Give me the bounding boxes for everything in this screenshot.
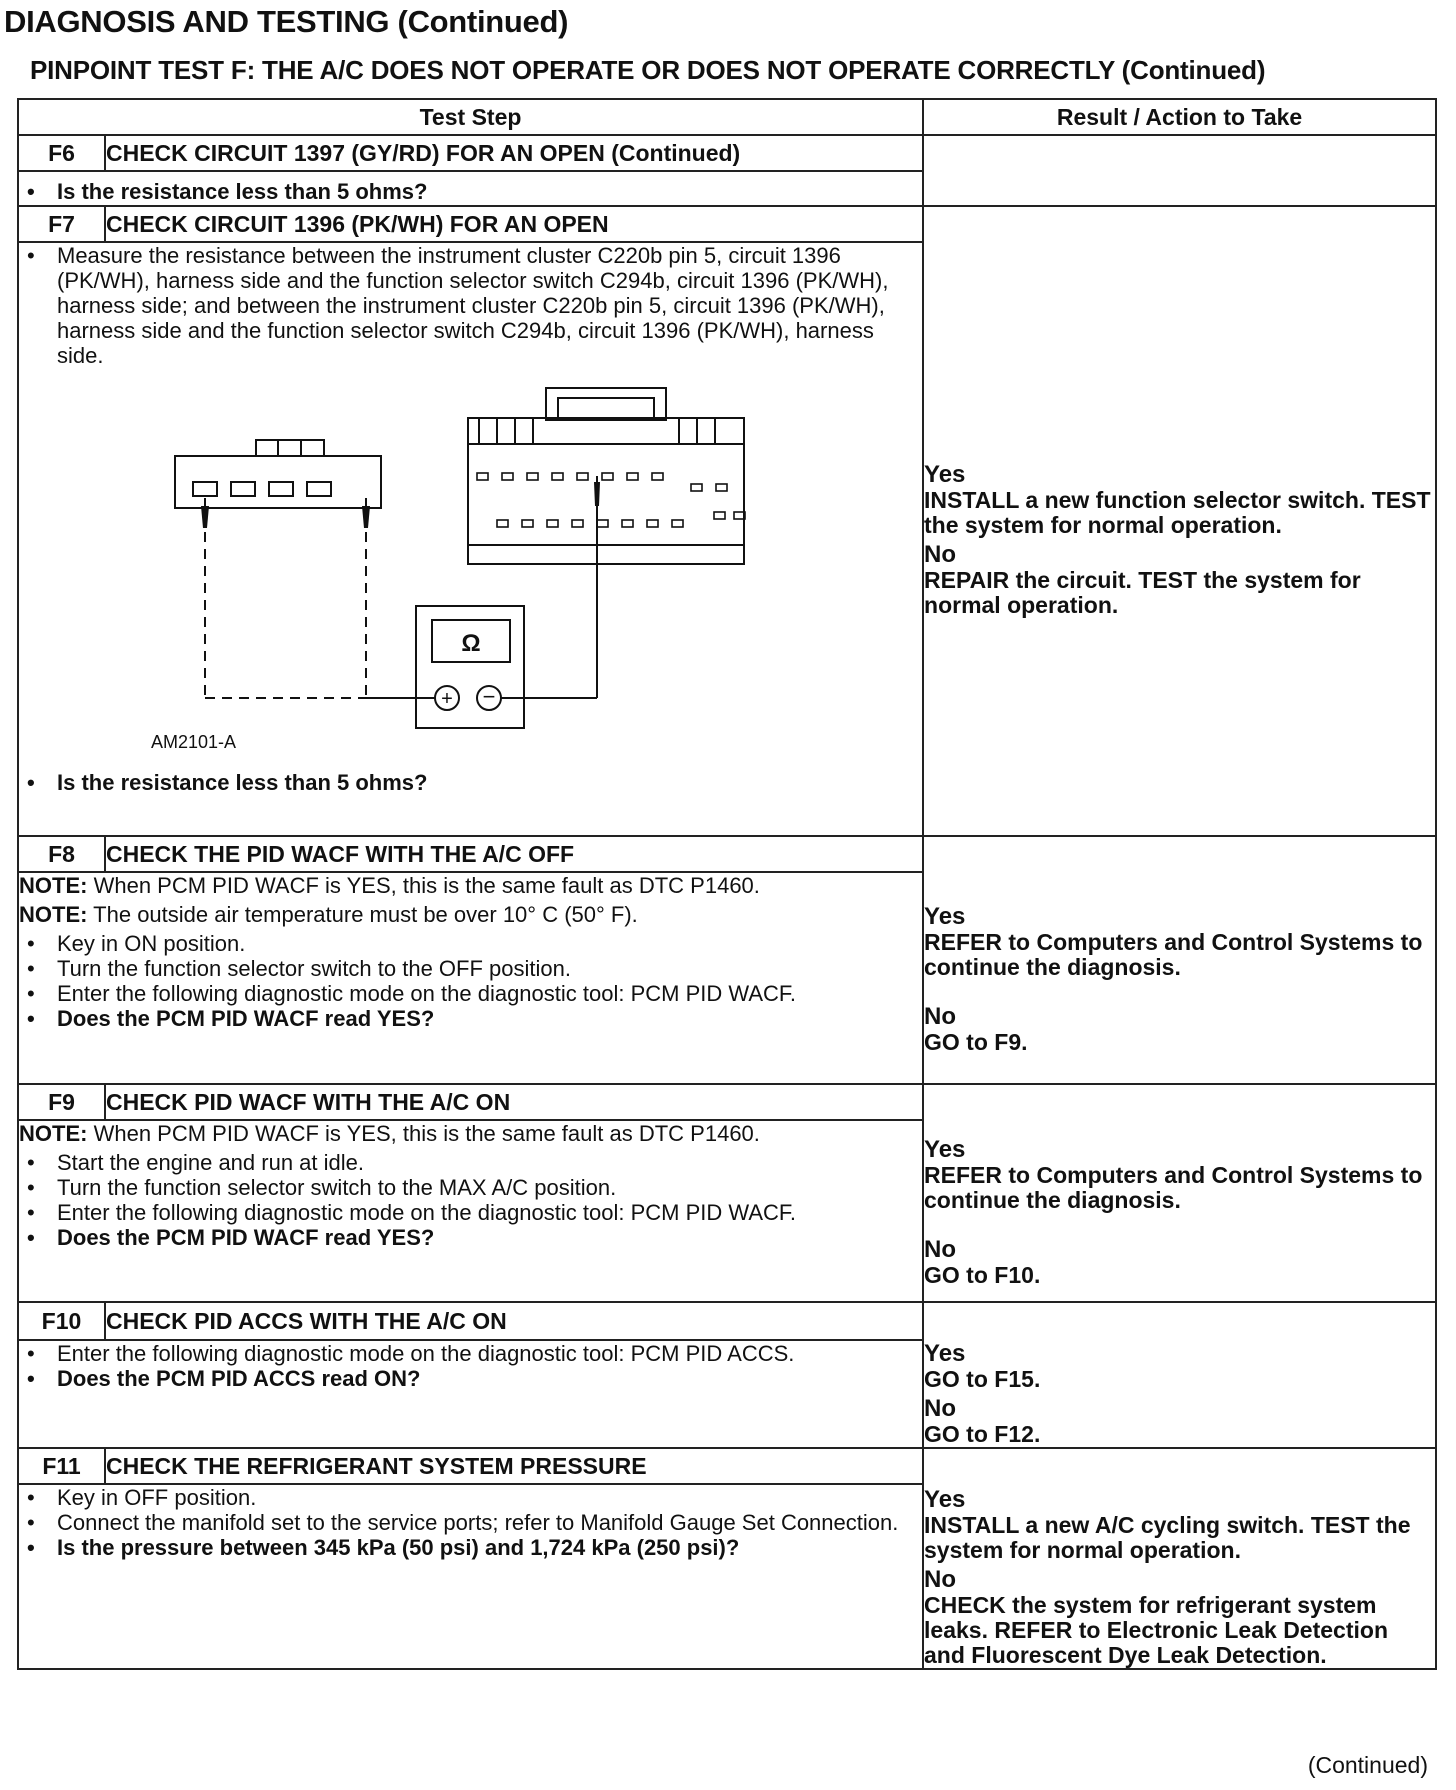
step-instruction: • Key in OFF position. (19, 1485, 902, 1510)
step-id: F9 (18, 1084, 105, 1120)
step-title: CHECK CIRCUIT 1396 (PK/WH) FOR AN OPEN (105, 206, 923, 242)
result-cell-f8 (923, 836, 1436, 1084)
table-header-row (18, 99, 1436, 135)
step-title: CHECK THE REFRIGERANT SYSTEM PRESSURE (105, 1448, 923, 1484)
result-yes-action: INSTALL a new A/C cycling switch. TEST the system for normal operation. (924, 1512, 1411, 1563)
step-instruction: • Enter the following diagnostic mode on the diagnostic tool: PCM PID WACF. (19, 1200, 922, 1225)
result-yes-action: INSTALL a new function selector switch. TEST the system for normal operation. (924, 487, 1431, 538)
step-question: • Is the resistance less than 5 ohms? (19, 770, 922, 795)
step-row-f10 (18, 1302, 1436, 1340)
step-title: CHECK THE PID WACF WITH THE A/C OFF (105, 836, 923, 872)
goto-step-link[interactable]: F12 (994, 1421, 1034, 1447)
result-cell-f10 (923, 1302, 1436, 1448)
result-no-action: CHECK the system for refrigerant system leaks. REFER to Electronic Leak Detection and Fluorescent Dye Leak Detection. (924, 1592, 1388, 1668)
step-note: NOTE: When PCM PID WACF is YES, this is the same fault as DTC P1460. (19, 1121, 760, 1146)
step-instruction: • Start the engine and run at idle. (19, 1150, 922, 1175)
result-no-action: GO to F12. (924, 1421, 1041, 1447)
figure-label: AM2101-A (151, 732, 237, 752)
step-instruction: • Key in ON position. (19, 931, 922, 956)
step-id: F10 (18, 1302, 105, 1340)
pinpoint-test-table (17, 98, 1437, 1670)
step-instruction: • Enter the following diagnostic mode on the diagnostic tool: PCM PID ACCS. (19, 1341, 922, 1366)
step-id: F11 (18, 1448, 105, 1484)
step-row-f9 (18, 1084, 1436, 1120)
result-cell-f9 (923, 1084, 1436, 1302)
step-title: CHECK PID WACF WITH THE A/C ON (105, 1084, 923, 1120)
step-title: CHECK PID ACCS WITH THE A/C ON (105, 1302, 923, 1340)
step-title: CHECK CIRCUIT 1397 (GY/RD) FOR AN OPEN (Continued) (105, 135, 923, 171)
step-body-f6 (18, 171, 923, 206)
step-row-f7 (18, 206, 1436, 242)
step-instruction: • Enter the following diagnostic mode on the diagnostic tool: PCM PID WACF. (19, 981, 922, 1006)
step-instruction: • Turn the function selector switch to the MAX A/C position. (19, 1175, 922, 1200)
switch-connector (175, 440, 381, 508)
step-question: • Does the PCM PID WACF read YES? (19, 1006, 922, 1031)
svg-text:−: − (482, 684, 496, 709)
result-yes-action: REFER to Computers and Control Systems to continue the diagnosis. (924, 1161, 1423, 1213)
ohmmeter (416, 606, 524, 728)
step-row-f8 (18, 836, 1436, 872)
step-instruction: • Measure the resistance between the instrument cluster C220b pin 5, circuit 1396 (PK/WH), harness side and the function selector switch C294b, circuit 1396 (PK/WH), harness side; and between the instrument cluster C220b pin 5, circuit 1396 (PK/WH), harness side and the function selector switch C294b, circuit 1396 (PK/WH), harness side. (19, 243, 892, 368)
step-id: F8 (18, 836, 105, 872)
resistance-measurement-diagram (19, 380, 799, 760)
result-no-action: GO to F9. (924, 1028, 1028, 1055)
result-cell-f11 (923, 1448, 1436, 1669)
step-instruction: • Turn the function selector switch to the OFF position. (19, 956, 922, 981)
step-body-f9 (18, 1120, 923, 1302)
result-yes-label: Yes (924, 1486, 966, 1513)
step-question: • Does the PCM PID ACCS read ON? (19, 1366, 922, 1391)
step-body-f11 (18, 1484, 923, 1669)
col-header-result: Result / Action to Take (923, 99, 1436, 135)
result-yes-action: REFER to Computers and Control Systems to continue the diagnosis. (924, 928, 1423, 980)
result-yes-label: Yes (924, 461, 966, 488)
col-header-test-step: Test Step (18, 99, 923, 135)
goto-step-link[interactable]: F9 (994, 1028, 1022, 1055)
step-body-f8 (18, 872, 923, 1084)
result-cell-f6 (923, 135, 1436, 206)
result-no-label: No (924, 1566, 957, 1593)
result-no-action: GO to F10. (924, 1261, 1041, 1288)
result-no-label: No (924, 1235, 957, 1263)
step-body-f10 (18, 1340, 923, 1448)
result-yes-label: Yes (924, 902, 966, 930)
continued-footer: (Continued) (1307, 1752, 1428, 1778)
step-question: • Is the resistance less than 5 ohms? (19, 179, 922, 204)
result-no-action: REPAIR the circuit. TEST the system for normal operation. (924, 567, 1361, 618)
step-question: • Does the PCM PID WACF read YES? (19, 1225, 922, 1250)
result-yes-label: Yes (924, 1135, 966, 1163)
goto-step-link[interactable]: F15 (994, 1366, 1034, 1392)
step-note: NOTE: When PCM PID WACF is YES, this is the same fault as DTC P1460. (19, 873, 760, 898)
step-instruction: • Connect the manifold set to the service ports; refer to Manifold Gauge Set Connection. (19, 1510, 902, 1535)
result-cell-f7 (923, 206, 1436, 836)
result-yes-label: Yes (924, 1340, 966, 1367)
result-yes-action: GO to F15. (924, 1366, 1041, 1392)
result-no-label: No (924, 1002, 957, 1030)
pinpoint-test-title: PINPOINT TEST F: THE A/C DOES NOT OPERATE OR DOES NOT OPERATE CORRECTLY (Continued) (30, 55, 1266, 85)
page-heading: DIAGNOSIS AND TESTING (Continued) (4, 4, 569, 39)
result-no-label: No (924, 541, 957, 568)
step-row-f11 (18, 1448, 1436, 1484)
step-question: • Is the pressure between 345 kPa (50 psi) and 1,724 kPa (250 psi)? (19, 1535, 902, 1560)
step-row-f6 (18, 135, 1436, 171)
step-note: NOTE: The outside air temperature must be over 10° C (50° F). (19, 902, 638, 927)
step-id: F7 (18, 206, 105, 242)
cluster-pin-row (477, 473, 745, 527)
step-body-f7 (18, 242, 923, 836)
ohm-symbol: Ω (461, 630, 481, 657)
svg-text:+: + (441, 688, 453, 710)
cluster-connector (468, 388, 744, 564)
result-no-label: No (924, 1395, 957, 1422)
step-id: F6 (18, 135, 105, 171)
goto-step-link[interactable]: F10 (994, 1261, 1034, 1288)
